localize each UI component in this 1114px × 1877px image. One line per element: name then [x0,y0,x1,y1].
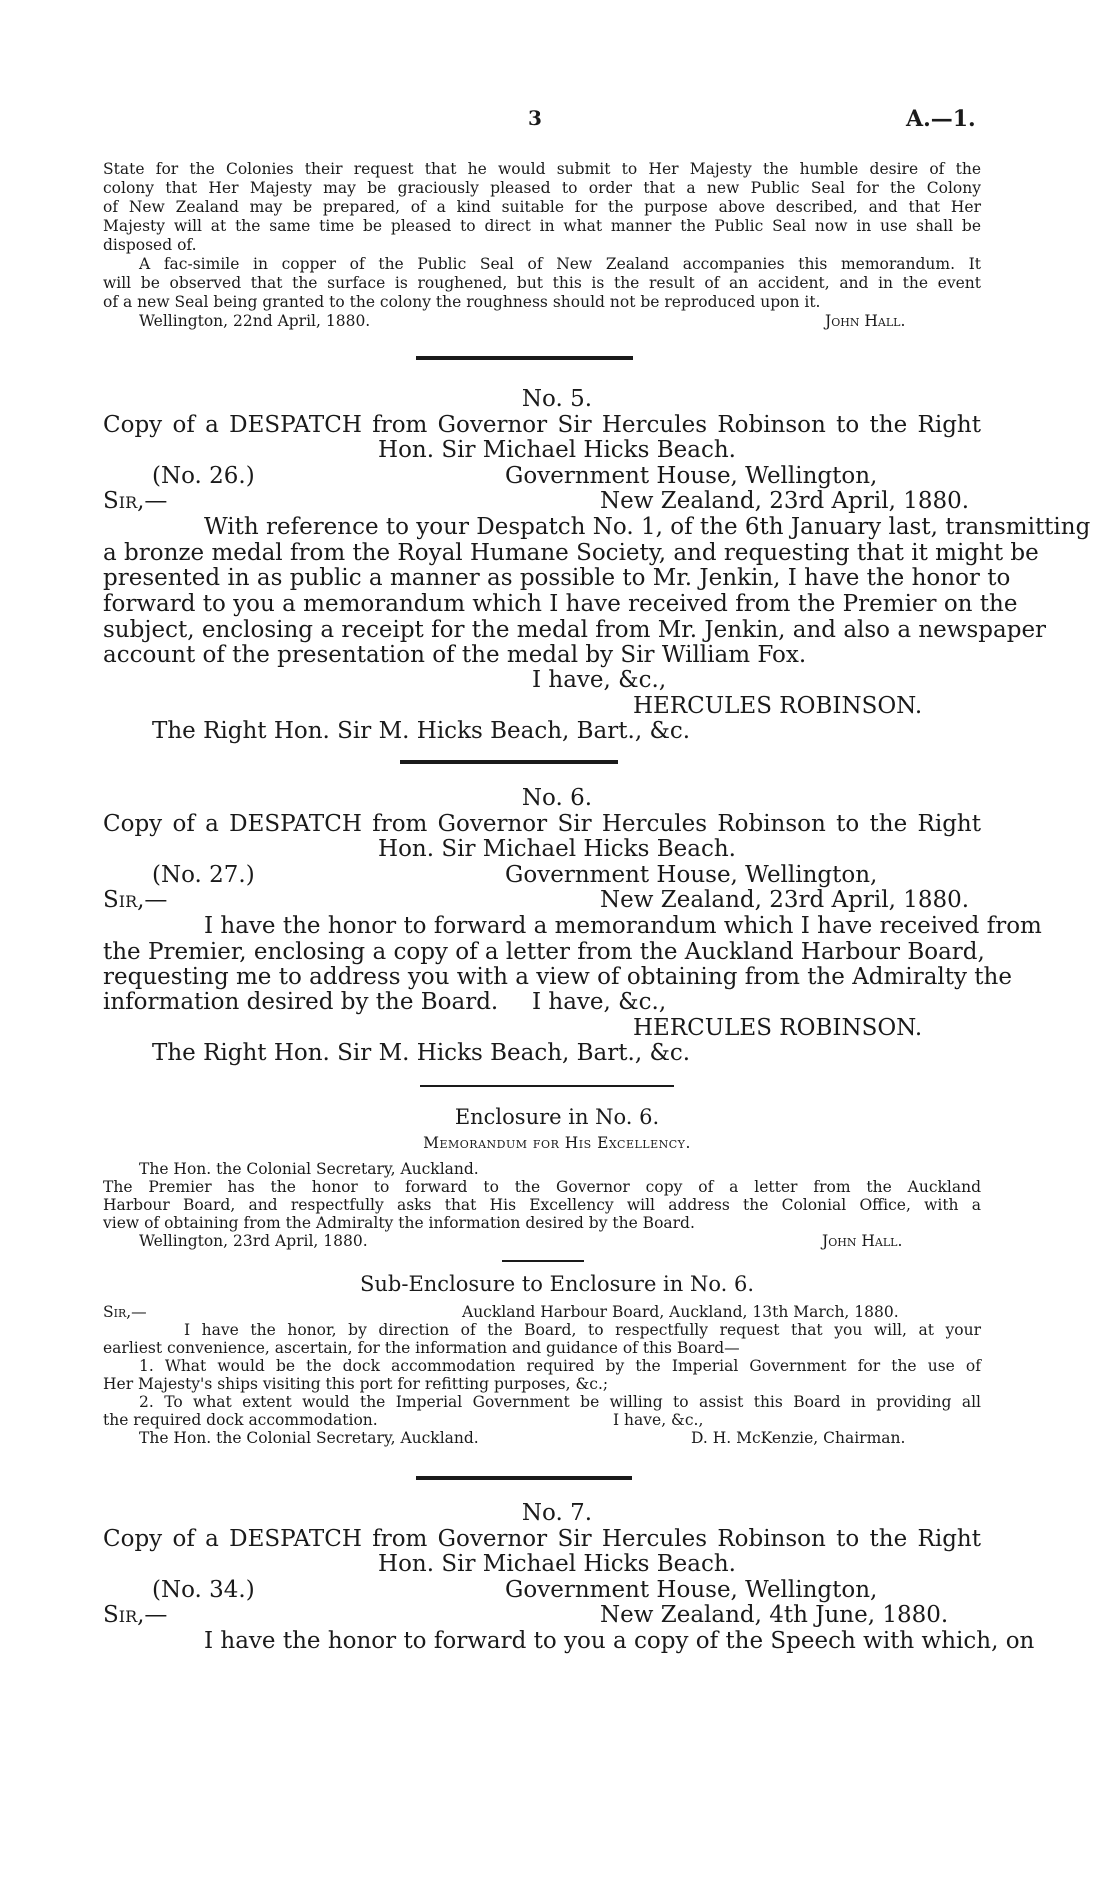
sub-enclosure-heading: Sub-Enclosure to Enclosure in No. 6. [360,1272,754,1296]
body-line: I have the honor to forward a memorandum which I have received from [204,913,1042,939]
section-heading: No. 7. [521,1500,593,1526]
signature: HERCULES ROBINSON. [633,693,923,719]
body-line: With reference to your Despatch No. 1, of the 6th January last, transmitting [204,514,1091,540]
closing: I have, &c., [532,989,667,1015]
addressee: The Hon. the Colonial Secretary, Auckland. [139,1160,479,1178]
body-line: The Premier has the honor to forward to the Governor copy of a letter from the Auckland [103,1178,981,1196]
despatch-title: Copy of a DESPATCH from Governor Sir Hercules Robinson to the Right [103,412,981,438]
address-line: New Zealand, 23rd April, 1880. [600,488,970,514]
despatch-title: Hon. Sir Michael Hicks Beach. [378,1551,736,1577]
place-date: Wellington, 23rd April, 1880. [139,1232,368,1250]
salutation: Sir,— [103,488,168,514]
despatch-number: (No. 26.) [152,463,255,489]
signature: John Hall. [822,1232,903,1250]
section-heading: No. 6. [521,785,593,811]
body-line: information desired by the Board. [103,989,499,1015]
closing: I have, &c., [613,1411,704,1429]
despatch-number: (No. 34.) [152,1577,255,1603]
section-divider [416,1476,632,1480]
section-divider [502,1260,584,1262]
body-line: account of the presentation of the medal by Sir William Fox. [103,642,807,668]
address-line: Government House, Wellington, [505,463,878,489]
text-line: colony that Her Majesty may be graciously pleased to order that a new Public Seal for the Colony [103,179,981,197]
section-divider [416,356,633,360]
addressee: The Right Hon. Sir M. Hicks Beach, Bart., &c. [152,718,691,744]
body-line: I have the honor, by direction of the Board, to respectfully request that you will, at your [184,1321,981,1339]
address-line: Auckland Harbour Board, Auckland, 13th March, 1880. [462,1303,899,1321]
salutation: Sir,— [103,887,168,913]
closing: I have, &c., [532,667,667,693]
body-line: presented in as public a manner as possible to Mr. Jenkin, I have the honor to [103,565,1011,591]
page-number: 3 [528,106,542,130]
body-line: 1. What would be the dock accommodation required by the Imperial Government for the use of [139,1357,981,1375]
text-line: A fac-simile in copper of the Public Seal of New Zealand accompanies this memorandum. It [139,255,981,273]
body-line: Her Majesty's ships visiting this port for refitting purposes, &c.; [103,1375,609,1393]
salutation: Sir,— [103,1303,147,1321]
address-line: New Zealand, 23rd April, 1880. [600,887,970,913]
address-line: New Zealand, 4th June, 1880. [600,1602,949,1628]
despatch-title: Copy of a DESPATCH from Governor Sir Hercules Robinson to the Right [103,811,981,837]
text-line: of a new Seal being granted to the colony the roughness should not be reproduced upon it. [103,293,821,311]
document-reference: A.—1. [906,106,976,132]
body-line: the required dock accommodation. [103,1411,378,1429]
body-line: forward to you a memorandum which I have received from the Premier on the [103,591,1018,617]
body-line: a bronze medal from the Royal Humane Society, and requesting that it might be [103,540,1039,566]
address-line: Government House, Wellington, [505,862,878,888]
body-line: the Premier, enclosing a copy of a letter from the Auckland Harbour Board, [103,939,985,965]
text-line: Majesty will at the same time be pleased to direct in what manner the Public Seal now in use shall be [103,217,981,235]
body-line: earliest convenience, ascertain, for the information and guidance of this Board— [103,1339,740,1357]
section-divider [400,760,618,764]
body-line: view of obtaining from the Admiralty the information desired by the Board. [103,1214,695,1232]
salutation: Sir,— [103,1602,168,1628]
despatch-title: Copy of a DESPATCH from Governor Sir Hercules Robinson to the Right [103,1526,981,1552]
signature: HERCULES ROBINSON. [633,1015,923,1041]
body-line: requesting me to address you with a view of obtaining from the Admiralty the [103,964,1012,990]
body-line: subject, enclosing a receipt for the medal from Mr. Jenkin, and also a newspaper [103,617,1047,643]
despatch-title: Hon. Sir Michael Hicks Beach. [378,836,736,862]
body-line: I have the honor to forward to you a copy of the Speech with which, on [204,1628,1035,1654]
addressee: The Right Hon. Sir M. Hicks Beach, Bart., &c. [152,1040,691,1066]
place-date: Wellington, 22nd April, 1880. [139,312,371,330]
text-line: of New Zealand may be prepared, of a kind suitable for the purpose above described, and that Her [103,198,981,216]
text-line: disposed of. [103,236,197,254]
section-heading: No. 5. [521,386,593,412]
section-divider [420,1085,674,1087]
signature: John Hall. [825,312,906,330]
text-line: will be observed that the surface is roughened, but this is the result of an accident, and in the event [103,274,981,292]
address-line: Government House, Wellington, [505,1577,878,1603]
text-line: State for the Colonies their request that he would submit to Her Majesty the humble desire of the [103,160,981,178]
body-line: 2. To what extent would the Imperial Government be willing to assist this Board in providing all [139,1393,981,1411]
addressee: The Hon. the Colonial Secretary, Auckland. [139,1429,479,1447]
signature: D. H. McKenzie, Chairman. [691,1429,906,1447]
enclosure-heading: Enclosure in No. 6. [454,1105,660,1129]
enclosure-subheading: Memorandum for His Excellency. [423,1134,691,1152]
despatch-title: Hon. Sir Michael Hicks Beach. [378,437,736,463]
despatch-number: (No. 27.) [152,862,255,888]
body-line: Harbour Board, and respectfully asks that His Excellency will address the Colonial Office, with a [103,1196,981,1214]
